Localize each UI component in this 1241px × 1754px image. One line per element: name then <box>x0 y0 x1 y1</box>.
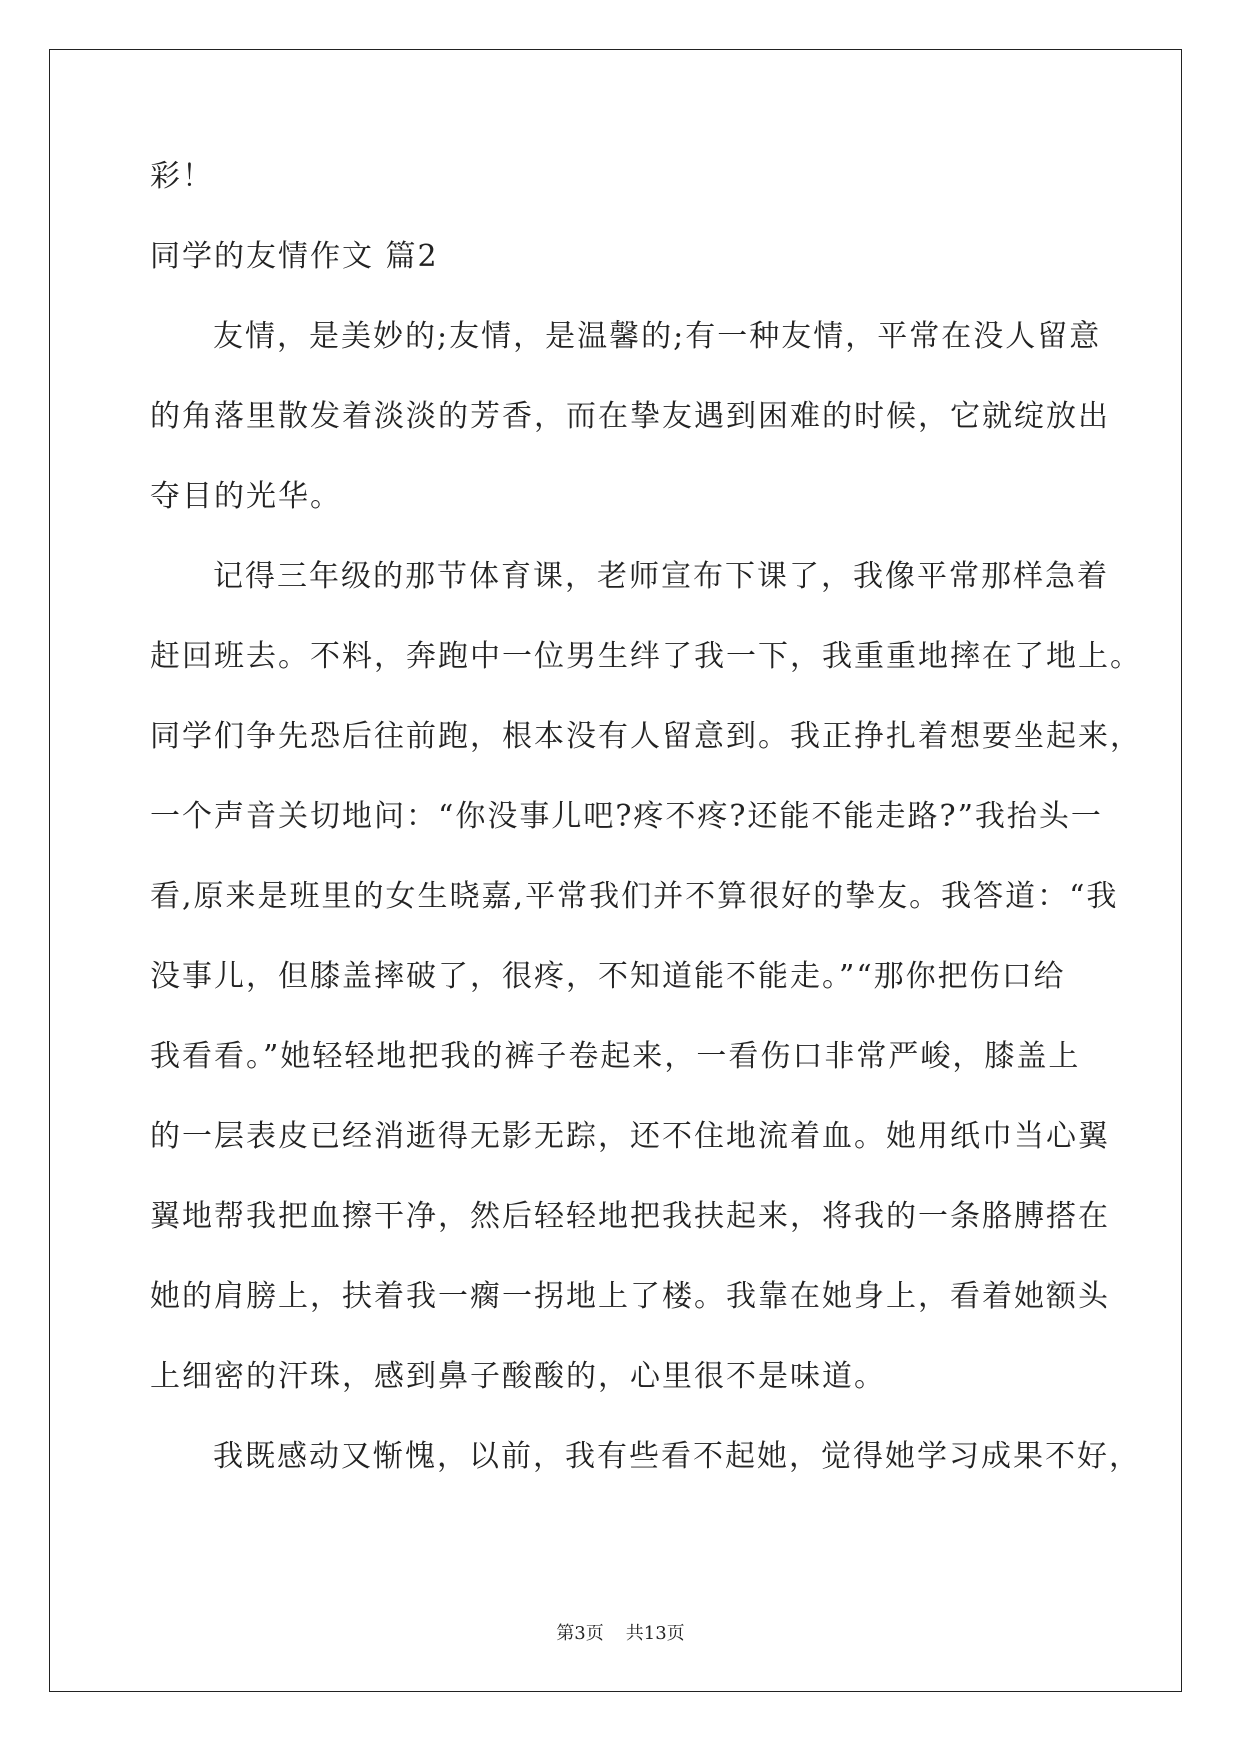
paragraph-line: 没事儿，但膝盖摔破了，很疼，不知道能不能走。”“那你把伤口给 <box>150 959 1066 994</box>
section-heading: 同学的友情作文 篇2 <box>150 239 439 274</box>
paragraph-line: 我既感动又惭愧，以前，我有些看不起她，觉得她学习成果不好， <box>213 1439 1141 1474</box>
page-footer <box>0 1619 1241 1645</box>
paragraph-line: 的一层表皮已经消逝得无影无踪，还不住地流着血。她用纸巾当心翼 <box>150 1119 1110 1154</box>
paragraph-line: 看,原来是班里的女生晓嘉,平常我们并不算很好的挚友。我答道：“我 <box>150 879 1119 914</box>
page-number: 第3页 <box>556 1623 604 1644</box>
document-body <box>150 159 1142 1522</box>
paragraph-line: 赶回班去。不料，奔跑中一位男生绊了我一下，我重重地摔在了地上。 <box>150 639 1142 674</box>
paragraph-line: 翼地帮我把血擦干净，然后轻轻地把我扶起来，将我的一条胳膊搭在 <box>150 1199 1110 1234</box>
paragraph-line: 夺目的光华。 <box>150 479 342 514</box>
text-line: 彩！ <box>150 159 214 194</box>
paragraph-line: 她的肩膀上，扶着我一瘸一拐地上了楼。我靠在她身上，看着她额头 <box>150 1279 1110 1314</box>
paragraph-line: 记得三年级的那节体育课，老师宣布下课了，我像平常那样急着 <box>213 559 1109 594</box>
paragraph-line: 一个声音关切地问：“你没事儿吧?疼不疼?还能不能走路?”我抬头一 <box>150 799 1103 834</box>
paragraph-line: 同学们争先恐后往前跑，根本没有人留意到。我正挣扎着想要坐起来， <box>150 719 1142 754</box>
page-total: 共13页 <box>625 1623 685 1644</box>
paragraph-line: 友情，是美妙的;友情，是温馨的;有一种友情，平常在没人留意 <box>213 319 1102 354</box>
paragraph-line: 上细密的汗珠，感到鼻子酸酸的，心里很不是味道。 <box>150 1359 886 1394</box>
paragraph-line: 的角落里散发着淡淡的芳香，而在挚友遇到困难的时候，它就绽放出 <box>150 399 1110 434</box>
paragraph-line: 我看看。”她轻轻地把我的裤子卷起来，一看伤口非常严峻，膝盖上 <box>150 1039 1081 1074</box>
